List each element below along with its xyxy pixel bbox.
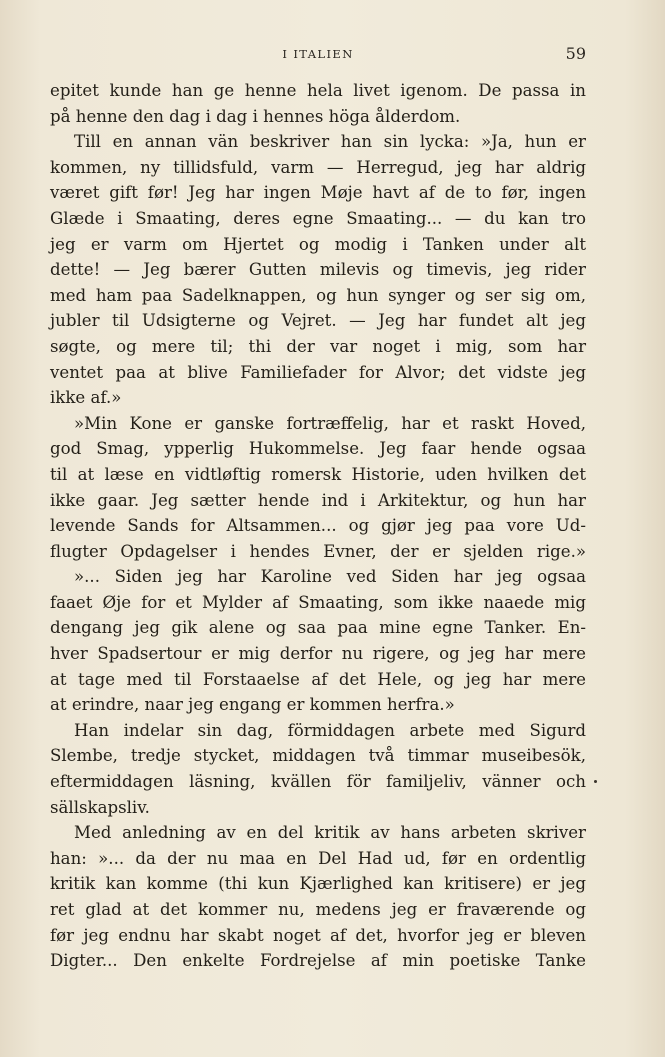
text-line: flugter Opdagelser i hendes Evner, der er sjelden rige.» [50, 541, 586, 561]
text-line: Glæde i Smaating, deres egne Smaating... — du kan tro [50, 208, 586, 228]
text-line: han: »... da der nu maa en Del Had ud, før en ordentlig [50, 848, 586, 868]
text-line: søgte, og mere til; thi der var noget i mig, som har [50, 336, 586, 356]
text-line: eftermiddagen läsning, kvällen för familjeliv, vänner och [50, 772, 586, 792]
page-header [50, 44, 586, 68]
text-line: dette! — Jeg bærer Gutten milevis og timevis, jeg rider [50, 260, 586, 280]
text-line: på henne den dag i dag i hennes höga ålderdom. [50, 106, 461, 126]
text-line: kommen, ny tillidsfuld, varm — Herregud, jeg har aldrig [50, 157, 586, 177]
text-line: levende Sands for Altsammen... og gjør jeg paa vore Ud- [50, 516, 586, 536]
text-line: kritik kan komme (thi kun Kjærlighed kan kritisere) er jeg [50, 874, 586, 894]
text-line: faaet Øje for et Mylder af Smaating, som ikke naaede mig [50, 592, 586, 612]
text-line: ventet paa at blive Familiefader for Alvor; det vidste jeg [50, 362, 586, 382]
text-line: Slembe, tredje stycket, middagen två timmar museibesök, [50, 746, 586, 766]
text-line: »... Siden jeg har Karoline ved Siden har jeg ogsaa [74, 567, 586, 587]
text-line: jubler til Udsigterne og Vejret. — Jeg har fundet alt jeg [50, 311, 586, 331]
text-line: epitet kunde han ge henne hela livet igenom. De passa in [50, 81, 586, 100]
text-line: hver Spadsertour er mig derfor nu rigere, og jeg har mere [50, 644, 586, 664]
text-line: Han indelar sin dag, förmiddagen arbete med Sigurd [74, 720, 586, 740]
text-line: med ham paa Sadelknappen, og hun synger og ser sig om, [50, 285, 586, 305]
text-line: Digter... Den enkelte Fordrejelse af min poetiske Tanke [50, 951, 586, 971]
text-line: ret glad at det kommer nu, medens jeg er fraværende og [50, 900, 586, 919]
running-title: I ITALIEN [282, 47, 354, 61]
text-line: »Min Kone er ganske fortræffelig, har et raskt Hoved, [74, 413, 586, 433]
page-number: 59 [565, 44, 586, 63]
text-line: god Smag, ypperlig Hukommelse. Jeg faar hende ogsaa [50, 439, 586, 459]
margin-dot [594, 780, 597, 783]
text-line: jeg er varm om Hjertet og modig i Tanken under alt [50, 234, 586, 254]
text-line: Med anledning av en del kritik av hans arbeten skriver [74, 823, 586, 843]
text-line: Till en annan vän beskriver han sin lycka: »Ja, hun er [74, 132, 586, 152]
text-line: dengang jeg gik alene og saa paa mine egne Tanker. En- [50, 618, 586, 638]
text-line: at erindre, naar jeg engang er kommen herfra.» [50, 695, 455, 715]
text-line: ikke af.» [50, 388, 122, 408]
text-line: at tage med til Forstaaelse af det Hele, og jeg har mere [50, 669, 586, 689]
text-line: været gift før! Jeg har ingen Møje havt af de to før, ingen [50, 183, 586, 203]
body-text [50, 78, 586, 974]
text-line: til at læse en vidtløftig romersk Historie, uden hvilken det [50, 464, 586, 484]
text-line: sällskapsliv. [50, 797, 150, 817]
text-line: ikke gaar. Jeg sætter hende ind i Arkitektur, og hun har [50, 490, 586, 510]
text-line: før jeg endnu har skabt noget af det, hvorfor jeg er bleven [50, 925, 586, 945]
